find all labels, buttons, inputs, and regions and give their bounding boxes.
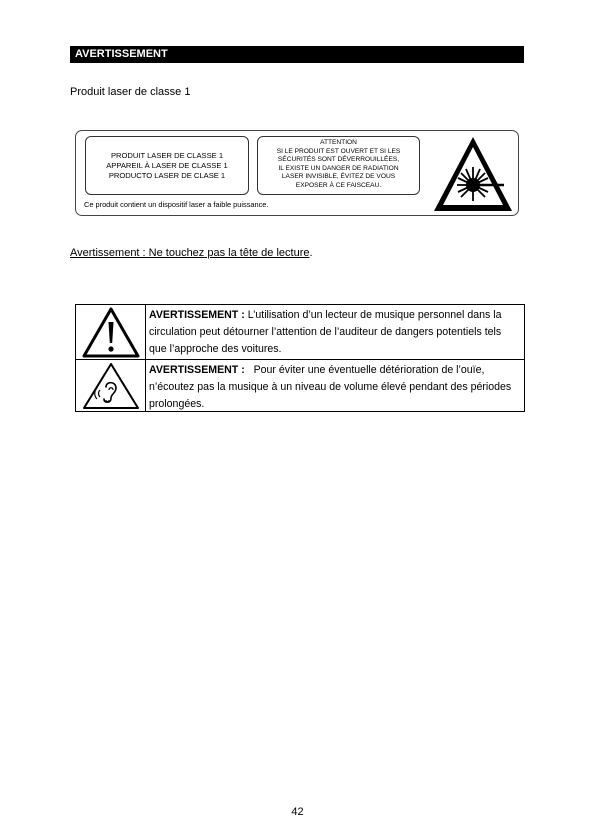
laser-footer-text: Ce produit contient un dispositif laser a faible puissance. — [84, 200, 269, 209]
warning-row — [76, 360, 524, 411]
warning-line: L’utilisation d’un lecteur de musique personnel dans la — [244, 309, 502, 321]
exclamation-triangle-icon — [76, 305, 146, 360]
attention-line: ATTENTION — [320, 139, 357, 146]
touch-warning-text: Avertissement : Ne touchez pas la tête de lecture — [70, 247, 310, 259]
warning-icon-cell — [76, 360, 146, 411]
warning-line: n’écoutez pas la musique à un niveau de volume élevé pendant des périodes — [149, 381, 512, 393]
warning-label: AVERTISSEMENT : — [149, 309, 245, 321]
warning-label: AVERTISSEMENT : — [149, 364, 245, 376]
attention-line: EXPOSER À CE FAISCEAU. — [295, 181, 382, 189]
attention-line: LASER INVISIBLE, ÉVITEZ DE VOUS — [281, 173, 396, 181]
warning-line: prolongées. — [149, 398, 205, 410]
ear-sound-warning-icon — [76, 360, 146, 411]
touch-warning-tail: . — [309, 247, 313, 259]
laser-radiation-warning-icon — [432, 135, 514, 213]
warning-line: que l’approche des voitures. — [149, 343, 282, 355]
warnings-table — [75, 304, 525, 412]
warning-text — [149, 307, 529, 358]
warning-line: circulation peut détourner l’attention de l’auditeur de dangers potentiels tels — [149, 326, 502, 338]
section-header: AVERTISSEMENT — [70, 46, 524, 63]
attention-line: SÉCURITÉS SONT DÉVERROUILLÉES, — [277, 156, 400, 164]
laser-class-label — [75, 130, 519, 216]
laser-class-box — [85, 136, 249, 195]
class-line: APPAREIL À LASER DE CLASSE 1 — [106, 161, 228, 170]
attention-line: IL EXISTE UN DANGER DE RADIATION — [278, 164, 399, 172]
touch-warning — [70, 247, 313, 259]
attention-box — [257, 136, 420, 195]
intro-text: Produit laser de classe 1 — [70, 86, 191, 98]
warning-line: Pour éviter une éventuelle détérioration de l’ouïe, — [244, 364, 485, 376]
warning-text — [149, 362, 529, 413]
warning-icon-cell — [76, 305, 146, 359]
warning-row — [76, 305, 524, 360]
class-line: PRODUCTO LASER DE CLASE 1 — [108, 171, 226, 180]
class-line: PRODUIT LASER DE CLASSE 1 — [110, 151, 224, 160]
attention-line: SI LE PRODUIT EST OUVERT ET SI LES — [276, 147, 401, 155]
page-number: 42 — [291, 806, 304, 818]
